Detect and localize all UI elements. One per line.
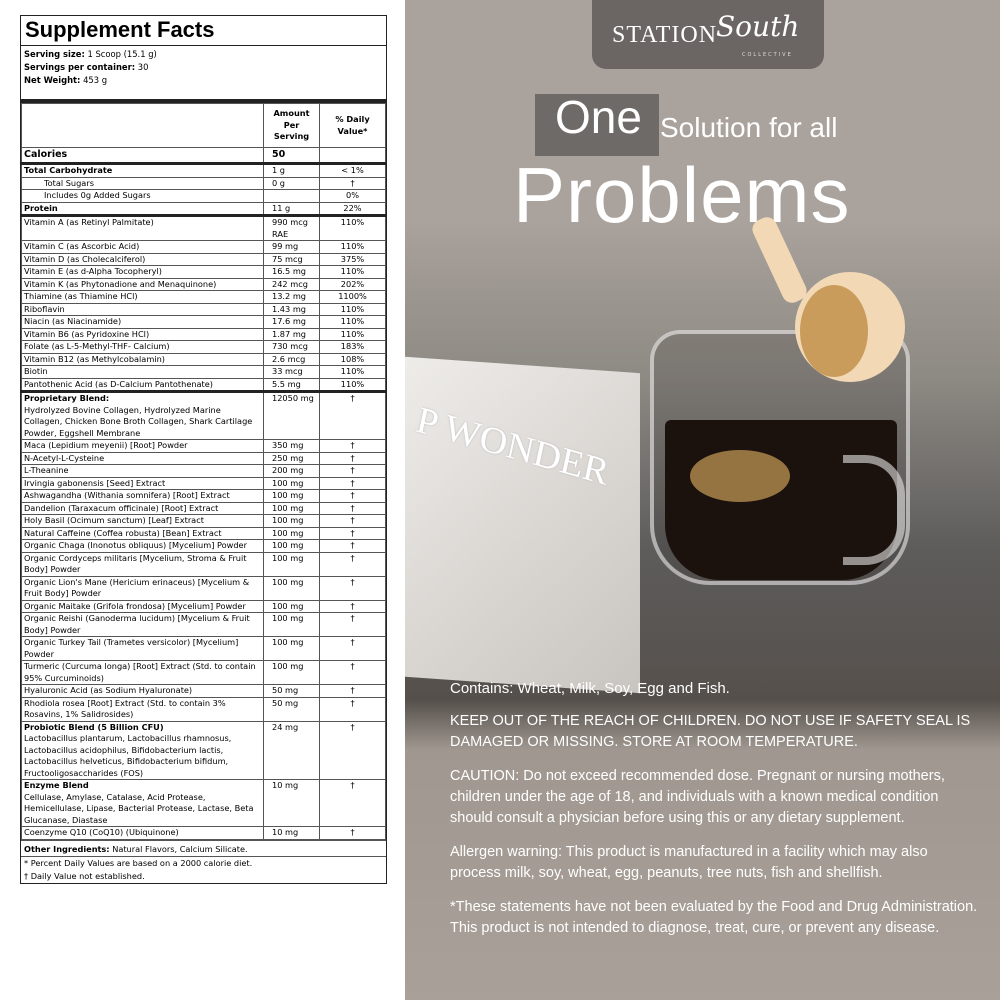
facts-row: [22, 278, 386, 291]
nutrient-dv: †: [320, 540, 386, 553]
facts-row: [22, 303, 386, 316]
facts-row: [22, 697, 386, 721]
nutrient-name: Total Sugars: [22, 177, 264, 190]
net-weight: 453 g: [83, 75, 108, 85]
nutrient-name: Includes 0g Added Sugars: [22, 190, 264, 203]
facts-row: [22, 661, 386, 685]
nutrient-name: Rhodiola rosea [Root] Extract (Std. to contain 3% Rosavins, 1% Salidrosides): [22, 697, 264, 721]
bag-text: P WONDER: [412, 399, 613, 494]
nutrient-dv: †: [320, 177, 386, 190]
nutrient-dv: †: [320, 576, 386, 600]
nutrient-dv: †: [320, 613, 386, 637]
nutrient-name: Organic Reishi (Ganoderma lucidum) [Mycelium & Fruit Body] Powder: [22, 613, 264, 637]
nutrient-name: Maca (Lepidium meyenii) [Root] Powder: [22, 440, 264, 453]
footnote-dv: * Percent Daily Values are based on a 2000 calorie diet.: [24, 857, 253, 868]
serving-size-label: Serving size:: [24, 49, 85, 59]
nutrient-amount: 990 mcg RAE: [264, 216, 320, 241]
nutrient-dv: †: [320, 780, 386, 827]
facts-row: [22, 465, 386, 478]
nutrient-amount: 0 g: [264, 177, 320, 190]
facts-row: [22, 515, 386, 528]
nutrient-name: Organic Maitake (Grifola frondosa) [Mycelium] Powder: [22, 600, 264, 613]
facts-footer: [21, 840, 386, 883]
facts-row: [22, 721, 386, 780]
nutrient-amount: 100 mg: [264, 490, 320, 503]
facts-row: [22, 291, 386, 304]
facts-row: [22, 685, 386, 698]
nutrient-dv: 375%: [320, 253, 386, 266]
nutrient-dv: †: [320, 552, 386, 576]
nutrient-dv: 110%: [320, 366, 386, 379]
nutrient-amount: 100 mg: [264, 477, 320, 490]
nutrient-name: Vitamin B12 (as Methylcobalamin): [22, 353, 264, 366]
nutrient-amount: 50: [264, 148, 320, 164]
facts-row: [22, 164, 386, 178]
logo-sub: COLLECTIVE: [742, 52, 793, 58]
facts-row: [22, 316, 386, 329]
nutrient-name: Turmeric (Curcuma longa) [Root] Extract (Std. to contain 95% Curcuminoids): [22, 661, 264, 685]
nutrient-name: L-Theanine: [22, 465, 264, 478]
other-value: Natural Flavors, Calcium Silicate.: [112, 843, 248, 854]
nutrient-dv: †: [320, 637, 386, 661]
servings-label: Servings per container:: [24, 62, 136, 72]
headline-solution: Solution for all: [660, 112, 838, 143]
nutrient-dv: 22%: [320, 202, 386, 216]
nutrient-name: Calories: [22, 148, 264, 164]
nutrient-dv: †: [320, 721, 386, 780]
nutrient-amount: 50 mg: [264, 697, 320, 721]
nutrient-amount: 5.5 mg: [264, 378, 320, 392]
nutrient-name: Vitamin E (as d-Alpha Tocopheryl): [22, 266, 264, 279]
headline-problems: Problems: [513, 151, 851, 239]
nutrient-amount: 100 mg: [264, 540, 320, 553]
nutrient-dv: 110%: [320, 216, 386, 241]
facts-row: [22, 527, 386, 540]
facts-title: Supplement Facts: [21, 16, 386, 46]
nutrient-name: Organic Turkey Tail (Trametes versicolor) [Mycelium] Powder: [22, 637, 264, 661]
nutrient-amount: 100 mg: [264, 502, 320, 515]
facts-row: [22, 328, 386, 341]
nutrient-name: Coenzyme Q10 (CoQ10) (Ubiquinone): [22, 827, 264, 840]
nutrient-name: [22, 721, 264, 780]
nutrient-amount: 1.87 mg: [264, 328, 320, 341]
facts-row: [22, 216, 386, 241]
supplement-facts-panel: [0, 0, 405, 1000]
other-label: Other Ingredients:: [24, 843, 110, 854]
nutrient-name: Vitamin C (as Ascorbic Acid): [22, 241, 264, 254]
nutrient-amount: 75 mcg: [264, 253, 320, 266]
mug-handle-image: [843, 455, 905, 565]
nutrient-dv: †: [320, 452, 386, 465]
allergen-text: Allergen warning: This product is manufactured in a facility which may also process milk, soy, wheat, egg, peanuts, tree nuts, fish and shellfish.: [450, 844, 928, 881]
nutrient-amount: 10 mg: [264, 780, 320, 827]
nutrient-dv: †: [320, 490, 386, 503]
facts-table: [21, 103, 386, 840]
nutrient-amount: 100 mg: [264, 613, 320, 637]
nutrient-amount: 350 mg: [264, 440, 320, 453]
facts-row: [22, 452, 386, 465]
footnote-dagger: † Daily Value not established.: [24, 870, 145, 881]
facts-row: [22, 190, 386, 203]
nutrient-name: [22, 392, 264, 440]
serving-info: [21, 46, 386, 103]
nutrient-dv: 0%: [320, 190, 386, 203]
facts-row: [22, 341, 386, 354]
nutrient-dv: †: [320, 465, 386, 478]
col-dv: % Daily Value*: [320, 104, 386, 148]
facts-row: [22, 490, 386, 503]
blend-ingredients: Cellulase, Amylase, Catalase, Acid Protease, Hemicellulase, Lipase, Bacterial Protease, Lactase, Beta Glucanase, Diastase: [24, 791, 254, 825]
facts-row: [22, 253, 386, 266]
headline-one: One: [555, 91, 642, 143]
facts-row: [22, 148, 386, 164]
caution-text: CAUTION: Do not exceed recommended dose. Pregnant or nursing mothers, children under the age of 18, and individuals with a known medical condition should consult a physician before using this or any dietary supplement.: [450, 768, 945, 826]
nutrient-dv: 1100%: [320, 291, 386, 304]
nutrient-dv: †: [320, 600, 386, 613]
supplement-facts-label: [20, 15, 387, 884]
facts-row: [22, 392, 386, 440]
nutrient-amount: 730 mcg: [264, 341, 320, 354]
nutrient-name: Vitamin D (as Cholecalciferol): [22, 253, 264, 266]
facts-row: [22, 540, 386, 553]
facts-row: [22, 502, 386, 515]
nutrient-dv: †: [320, 661, 386, 685]
nutrient-dv: †: [320, 685, 386, 698]
nutrient-amount: 200 mg: [264, 465, 320, 478]
nutrient-name: Organic Cordyceps militaris [Mycelium, Stroma & Fruit Body] Powder: [22, 552, 264, 576]
facts-row: [22, 241, 386, 254]
nutrient-amount: 12050 mg: [264, 392, 320, 440]
servings: 30: [137, 62, 149, 72]
nutrient-amount: 100 mg: [264, 661, 320, 685]
facts-row: [22, 613, 386, 637]
nutrient-dv: < 1%: [320, 164, 386, 178]
product-bag-image: [405, 357, 640, 693]
nutrient-dv: 108%: [320, 353, 386, 366]
nutrient-amount: 100 mg: [264, 576, 320, 600]
blend-ingredients: Lactobacillus plantarum, Lactobacillus rhamnosus, Lactobacillus acidophilus, Bifidobacterium lactis, Lactobacillus helveticus, Bifidobacterium bifidum, Fructooligosaccharides (FOS): [24, 733, 232, 778]
nutrient-name: Riboflavin: [22, 303, 264, 316]
nutrient-dv: †: [320, 392, 386, 440]
product-info: [450, 678, 980, 952]
nutrient-name: Ashwagandha (Withania somnifera) [Root] Extract: [22, 490, 264, 503]
nutrient-dv: 202%: [320, 278, 386, 291]
nutrient-dv: 110%: [320, 303, 386, 316]
nutrient-amount: 100 mg: [264, 600, 320, 613]
nutrient-name: Total Carbohydrate: [22, 164, 264, 178]
nutrient-name: Vitamin B6 (as Pyridoxine HCl): [22, 328, 264, 341]
facts-row: [22, 477, 386, 490]
keep-out-text: KEEP OUT OF THE REACH OF CHILDREN. DO NOT USE IF SAFETY SEAL IS DAMAGED OR MISSING. STORE AT ROOM TEMPERATURE.: [450, 713, 971, 750]
nutrient-name: Pantothenic Acid (as D-Calcium Pantothenate): [22, 378, 264, 392]
facts-row: [22, 576, 386, 600]
nutrient-name: Vitamin A (as Retinyl Palmitate): [22, 216, 264, 241]
blend-name: Probiotic Blend (5 Billion CFU): [24, 721, 164, 732]
serving-size: 1 Scoop (15.1 g): [87, 49, 157, 59]
other-ingredients: [21, 841, 386, 857]
nutrient-name: Hyaluronic Acid (as Sodium Hyaluronate): [22, 685, 264, 698]
facts-row: [22, 780, 386, 827]
nutrient-dv: 110%: [320, 266, 386, 279]
blend-name: Enzyme Blend: [24, 780, 89, 790]
facts-row: [22, 353, 386, 366]
nutrient-name: Irvingia gabonensis [Seed] Extract: [22, 477, 264, 490]
nutrient-dv: 110%: [320, 241, 386, 254]
nutrient-amount: 1 g: [264, 164, 320, 178]
nutrient-amount: 250 mg: [264, 452, 320, 465]
nutrient-name: Dandelion (Taraxacum officinale) [Root] Extract: [22, 502, 264, 515]
nutrient-dv: †: [320, 440, 386, 453]
nutrient-dv: †: [320, 477, 386, 490]
nutrient-amount: 100 mg: [264, 527, 320, 540]
nutrient-dv: 110%: [320, 378, 386, 392]
disclaimer-text: *These statements have not been evaluated by the Food and Drug Administration. This product is not intended to diagnose, treat, cure, or prevent any disease.: [450, 899, 978, 936]
nutrient-amount: 100 mg: [264, 637, 320, 661]
nutrient-name: Biotin: [22, 366, 264, 379]
nutrient-name: Vitamin K (as Phytonadione and Menaquinone): [22, 278, 264, 291]
contains-text: Contains: Wheat, Milk, Soy, Egg and Fish.: [450, 680, 730, 697]
nutrient-dv: 110%: [320, 316, 386, 329]
nutrient-name: N-Acetyl-L-Cysteine: [22, 452, 264, 465]
nutrient-amount: 24 mg: [264, 721, 320, 780]
facts-row: [22, 827, 386, 840]
facts-row: [22, 177, 386, 190]
facts-row: [22, 600, 386, 613]
nutrient-dv: †: [320, 697, 386, 721]
nutrient-amount: 17.6 mg: [264, 316, 320, 329]
facts-rows: [22, 148, 386, 840]
nutrient-dv: †: [320, 527, 386, 540]
nutrient-amount: 11 g: [264, 202, 320, 216]
facts-row: [22, 202, 386, 216]
facts-row: [22, 266, 386, 279]
powder-image: [800, 285, 868, 377]
nutrient-amount: 16.5 mg: [264, 266, 320, 279]
nutrient-dv: †: [320, 502, 386, 515]
col-amount: Amount Per Serving: [264, 104, 320, 148]
facts-row: [22, 637, 386, 661]
nutrient-amount: 99 mg: [264, 241, 320, 254]
nutrient-dv: †: [320, 515, 386, 528]
facts-row: [22, 552, 386, 576]
logo-main: STATION: [612, 22, 718, 48]
nutrient-name: Organic Chaga (Inonotus obliquus) [Mycelium] Powder: [22, 540, 264, 553]
nutrient-amount: 1.43 mg: [264, 303, 320, 316]
nutrient-dv: 110%: [320, 328, 386, 341]
nutrient-name: Natural Caffeine (Coffea robusta) [Bean] Extract: [22, 527, 264, 540]
nutrient-dv: 183%: [320, 341, 386, 354]
facts-row: [22, 440, 386, 453]
blend-ingredients: Hydrolyzed Bovine Collagen, Hydrolyzed Marine Collagen, Chicken Bone Broth Collagen, Shark Cartilage Powder, Eggshell Membrane: [24, 404, 253, 438]
nutrient-amount: 50 mg: [264, 685, 320, 698]
nutrient-amount: 33 mcg: [264, 366, 320, 379]
nutrient-dv: [320, 148, 386, 164]
nutrient-amount: 10 mg: [264, 827, 320, 840]
nutrient-name: Folate (as L-5-Methyl-THF- Calcium): [22, 341, 264, 354]
blend-name: Proprietary Blend:: [24, 393, 110, 403]
nutrient-dv: †: [320, 827, 386, 840]
nutrient-amount: 13.2 mg: [264, 291, 320, 304]
logo-script: South: [716, 10, 800, 43]
facts-row: [22, 366, 386, 379]
product-photo-panel: [405, 0, 1000, 1000]
nutrient-amount: [264, 190, 320, 203]
facts-row: [22, 378, 386, 392]
nutrient-name: Niacin (as Niacinamide): [22, 316, 264, 329]
nutrient-name: [22, 780, 264, 827]
brand-logo: [592, 0, 824, 69]
nutrient-name: Organic Lion's Mane (Hericium erinaceus) [Mycelium & Fruit Body] Powder: [22, 576, 264, 600]
nutrient-amount: 100 mg: [264, 552, 320, 576]
net-weight-label: Net Weight:: [24, 75, 81, 85]
nutrient-name: Protein: [22, 202, 264, 216]
nutrient-name: Holy Basil (Ocimum sanctum) [Leaf] Extract: [22, 515, 264, 528]
nutrient-amount: 100 mg: [264, 515, 320, 528]
nutrient-name: Thiamine (as Thiamine HCl): [22, 291, 264, 304]
nutrient-amount: 242 mcg: [264, 278, 320, 291]
nutrient-amount: 2.6 mcg: [264, 353, 320, 366]
col-nutrient: [22, 104, 264, 148]
